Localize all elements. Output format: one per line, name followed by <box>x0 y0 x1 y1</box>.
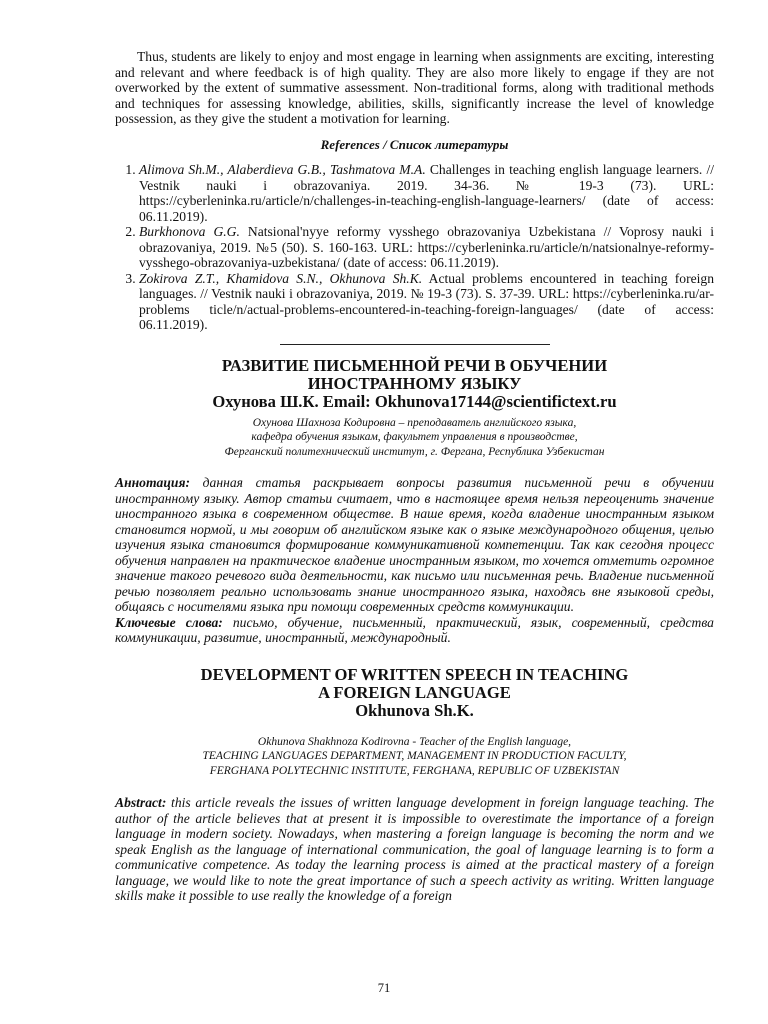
ru-title-line-1: РАЗВИТИЕ ПИСЬМЕННОЙ РЕЧИ В ОБУЧЕНИИ <box>221 355 608 375</box>
reference-item-3 <box>139 271 714 333</box>
page-number: 71 <box>377 981 391 995</box>
reference-authors: Zokirova Z.T., Khamidova S.N., Okhunova Sh.K. <box>139 270 423 286</box>
intro-paragraph: Thus, students are likely to enjoy and most engage in learning when assignments are exciting, interesting and relevant and where feedback is of high quality. They are also more likely to engage if they are not overworked by the extent of summative assessment. Non-traditional forms, along with traditional methods and techniques for assessing knowledge, abilities, skills, significantly increase the level of knowledge possession, as they give the student a motivation for learning. <box>115 49 714 126</box>
reference-item-2 <box>139 224 714 271</box>
ru-abstract-text: данная статья раскрывает вопросы развития письменной речи в обучении иностранному языку. Автор статьи считает, что в настоящее время нельзя переоценить значение иностранного языка в современном обществе. В наше время, когда владение иностранным языком становится нормой, и мы говорим об английском языке как о языке международного общения, целью изучения языка становится формирование коммуникативной компетенции. Так как сегодня процесс обучения направлен на практическое владение иностранным языком, то хочется отметить огромное значение такого речевого вида деятельности, как письмо или письменная речь. Владение письменной речью позволяет реально использовать знание иностранного языка, находясь вне языковой среды, общаясь с носителями языка при помощи современных средств коммуникации. <box>115 475 714 614</box>
ru-keywords-label: Ключевые слова: <box>115 614 223 630</box>
ru-keywords <box>115 615 714 646</box>
page-content <box>115 49 714 904</box>
en-affiliation-line-3: FERGHANA POLYTECHNIC INSTITUTE, FERGHANA, REPUBLIC OF UZBEKISTAN <box>209 764 620 777</box>
en-abstract-label: Abstract: <box>115 795 167 810</box>
en-affiliation-line-2: TEACHING LANGUAGES DEPARTMENT, MANAGEMENT IN PRODUCTION FACULTY, <box>202 750 627 762</box>
section-divider <box>280 344 550 345</box>
ru-affiliation-line-2: кафедра обучения языкам, факультет управления в производстве, <box>251 431 578 443</box>
reference-authors: Alimova Sh.M., Alaberdieva G.B., Tashmatova M.A. <box>139 162 426 177</box>
reference-text: Natsional'nyye reformy vysshego obrazovaniya Uzbekistana // Voprosy nauki i obrazovaniya, 2019. №5 (50). S. 160-163. URL: https://cyberleninka.ru/article/n/natsionalnye-reformy-vysshego-obrazovaniya-uzbekistana/ (date of access: 06.11.2019). <box>139 224 714 270</box>
references-title: References / Список литературы <box>320 136 509 152</box>
en-abstract <box>115 795 714 904</box>
reference-text: Challenges in teaching english language learners. // Vestnik nauki i obrazovaniya. 2019. 34-36. № 19-3 (73). URL: https://cyberleninka.ru/article/n/challenges-in-teaching-english-language-learners/ (date of access: 06.11.2019). <box>139 162 714 224</box>
ru-affiliation-line-1: Охунова Шахноза Кодировна – преподаватель английского языка, <box>252 416 577 429</box>
reference-item-1 <box>139 162 714 224</box>
en-title-line-2: A FOREIGN LANGUAGE <box>318 682 511 702</box>
en-abstract-text: this article reveals the issues of written language development in foreign language teaching. The author of the article believes that at present it is impossible to overestimate the importance of a foreign language in modern society. Nowadays, when mastering a foreign language is becoming the norm and we speak English as the language of international communication, the goal of language learning is to form a communicative competence. As today the learning process is aimed at the practical mastery of a foreign language, we would like to note the great importance of such a speech activity as writing. Written language skills make it possible to use really the knowledge of a foreign <box>115 795 714 903</box>
en-title-line-1: DEVELOPMENT OF WRITTEN SPEECH IN TEACHING <box>200 664 629 684</box>
references-list <box>115 162 714 333</box>
ru-author-line: Охунова Ш.К. Email: Okhunova17144@scientifictext.ru <box>212 391 617 411</box>
en-author-line: Okhunova Sh.K. <box>355 700 474 720</box>
ru-title-line-2: ИНОСТРАННОМУ ЯЗЫКУ <box>307 373 522 393</box>
ru-abstract <box>115 475 714 615</box>
reference-text: Actual problems encountered in teaching foreign languages. // Vestnik nauki i obrazovaniya, 2019. № 19-3 (73). S. 37-39. URL: https://cyberleninka.ru/ar-problems ticle/n/actual-problems-encountered-in-teaching-foreign-languages/ (date of access: 06.11.2019). <box>139 270 714 332</box>
ru-abstract-label: Аннотация: <box>115 475 190 490</box>
ru-keywords-text: письмо, обучение, письменный, практический, язык, современный, средства коммуникации, развитие, иностранный, международный. <box>115 614 714 645</box>
ru-affiliation-line-3: Ферганский политехнический институт, г. Фергана, Республика Узбекистан <box>224 445 605 458</box>
reference-authors: Burkhonova G.G. <box>139 224 240 239</box>
en-affiliation-line-1: Okhunova Shakhnoza Kodirovna - Teacher of the English language, <box>257 735 572 748</box>
